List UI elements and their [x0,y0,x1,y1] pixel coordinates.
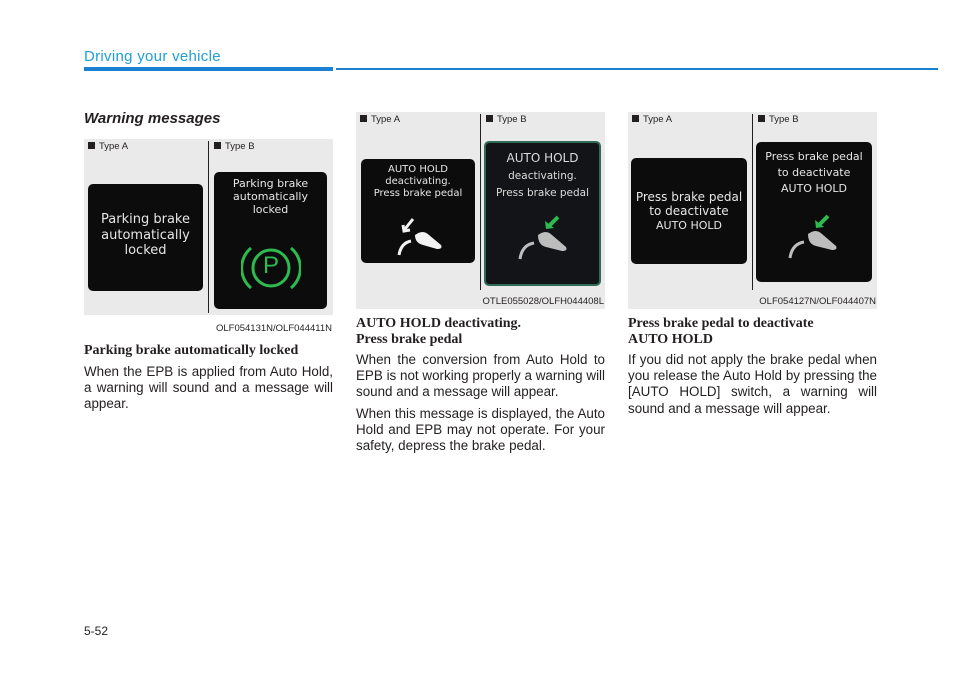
figure-code: OLF054127N/OLF044407N [759,296,876,307]
subheading-line: Press brake pedal to deactivate [628,316,814,331]
figure-divider [752,114,753,290]
type-b-label: Type B [214,141,255,152]
body-auto-hold-deactivating [356,352,605,459]
screen-type-a [631,158,747,264]
figure-code: OTLE055028/OLFH044408L [482,296,604,307]
brake-pedal-icon [784,212,844,262]
square-bullet-icon [88,142,95,149]
screen-line: automatically [101,227,190,243]
screen-line: to deactivate [649,204,729,219]
screen-type-b [484,141,601,286]
page-number: 5-52 [84,624,109,638]
figure-divider [208,141,209,313]
screen-line: Press brake pedal [765,150,863,163]
type-a-label: Type A [88,141,128,152]
figure-press-brake-pedal [628,112,877,309]
screen-type-a [361,159,475,263]
figure-code: OLF054131N/OLF044411N [215,323,332,334]
screen-line: Press brake pedal [373,188,463,199]
paragraph: When the EPB is applied from Auto Hold, a warning will sound and a message will appear. [84,364,333,412]
screen-line: Press brake pedal [635,190,743,204]
subheading-line: Press brake pedal [356,332,463,347]
screen-type-b [214,172,327,309]
screen-type-a [88,184,203,291]
paragraph: When the conversion from Auto Hold to EPB is not working properly a warning will sound and a message will appear. [356,352,605,400]
screen-line: AUTO HOLD [388,164,448,175]
header-rule-thick [84,67,333,71]
square-bullet-icon [214,142,221,149]
page-heading: Warning messages [84,110,221,127]
brake-pedal-icon [514,213,574,263]
brake-pedal-icon [393,215,449,257]
figure-divider [480,114,481,290]
subheading-line: AUTO HOLD deactivating. [356,316,522,331]
paragraph: When this message is displayed, the Auto Hold and EPB may not operate. For your safety, depress the brake pedal. [356,405,605,454]
screen-line: AUTO HOLD [506,151,579,165]
section-title: Driving your vehicle [84,48,221,65]
type-b-label: Type B [486,114,527,125]
screen-line: locked [252,203,289,217]
type-a-label: Type A [360,114,400,125]
square-bullet-icon [486,115,493,122]
parking-brake-letter: P [262,252,279,279]
screen-line: deactivating. [385,176,451,187]
body-parking-brake [84,364,333,418]
paragraph: If you did not apply the brake pedal when you release the Auto Hold by pressing the [AUTO HOLD] switch, a warning will sound and a message will appear. [628,352,877,416]
square-bullet-icon [758,115,765,122]
screen-line: Parking brake [232,177,309,190]
screen-line: locked [124,243,167,259]
subheading-parking-brake: Parking brake automatically locked [84,343,299,358]
screen-line: Parking brake [101,212,190,227]
screen-line: AUTO HOLD [781,182,847,196]
square-bullet-icon [632,115,639,122]
type-a-label: Type A [632,114,672,125]
screen-line: automatically [233,190,308,204]
subheading-line: AUTO HOLD [628,332,713,347]
figure-auto-hold-deactivating [356,112,605,309]
screen-line: to deactivate [777,166,851,180]
figure-parking-brake [84,139,333,334]
screen-type-b [756,142,872,282]
subheading-auto-hold-deactivating [356,316,611,348]
screen-line: Press brake pedal [495,187,590,200]
screen-line: deactivating. [508,170,577,182]
header-rule-thin [336,68,938,70]
screen-line: AUTO HOLD [656,218,722,232]
subheading-press-brake-pedal [628,316,883,348]
square-bullet-icon [360,115,367,122]
type-b-label: Type B [758,114,799,125]
body-press-brake-pedal [628,352,877,422]
